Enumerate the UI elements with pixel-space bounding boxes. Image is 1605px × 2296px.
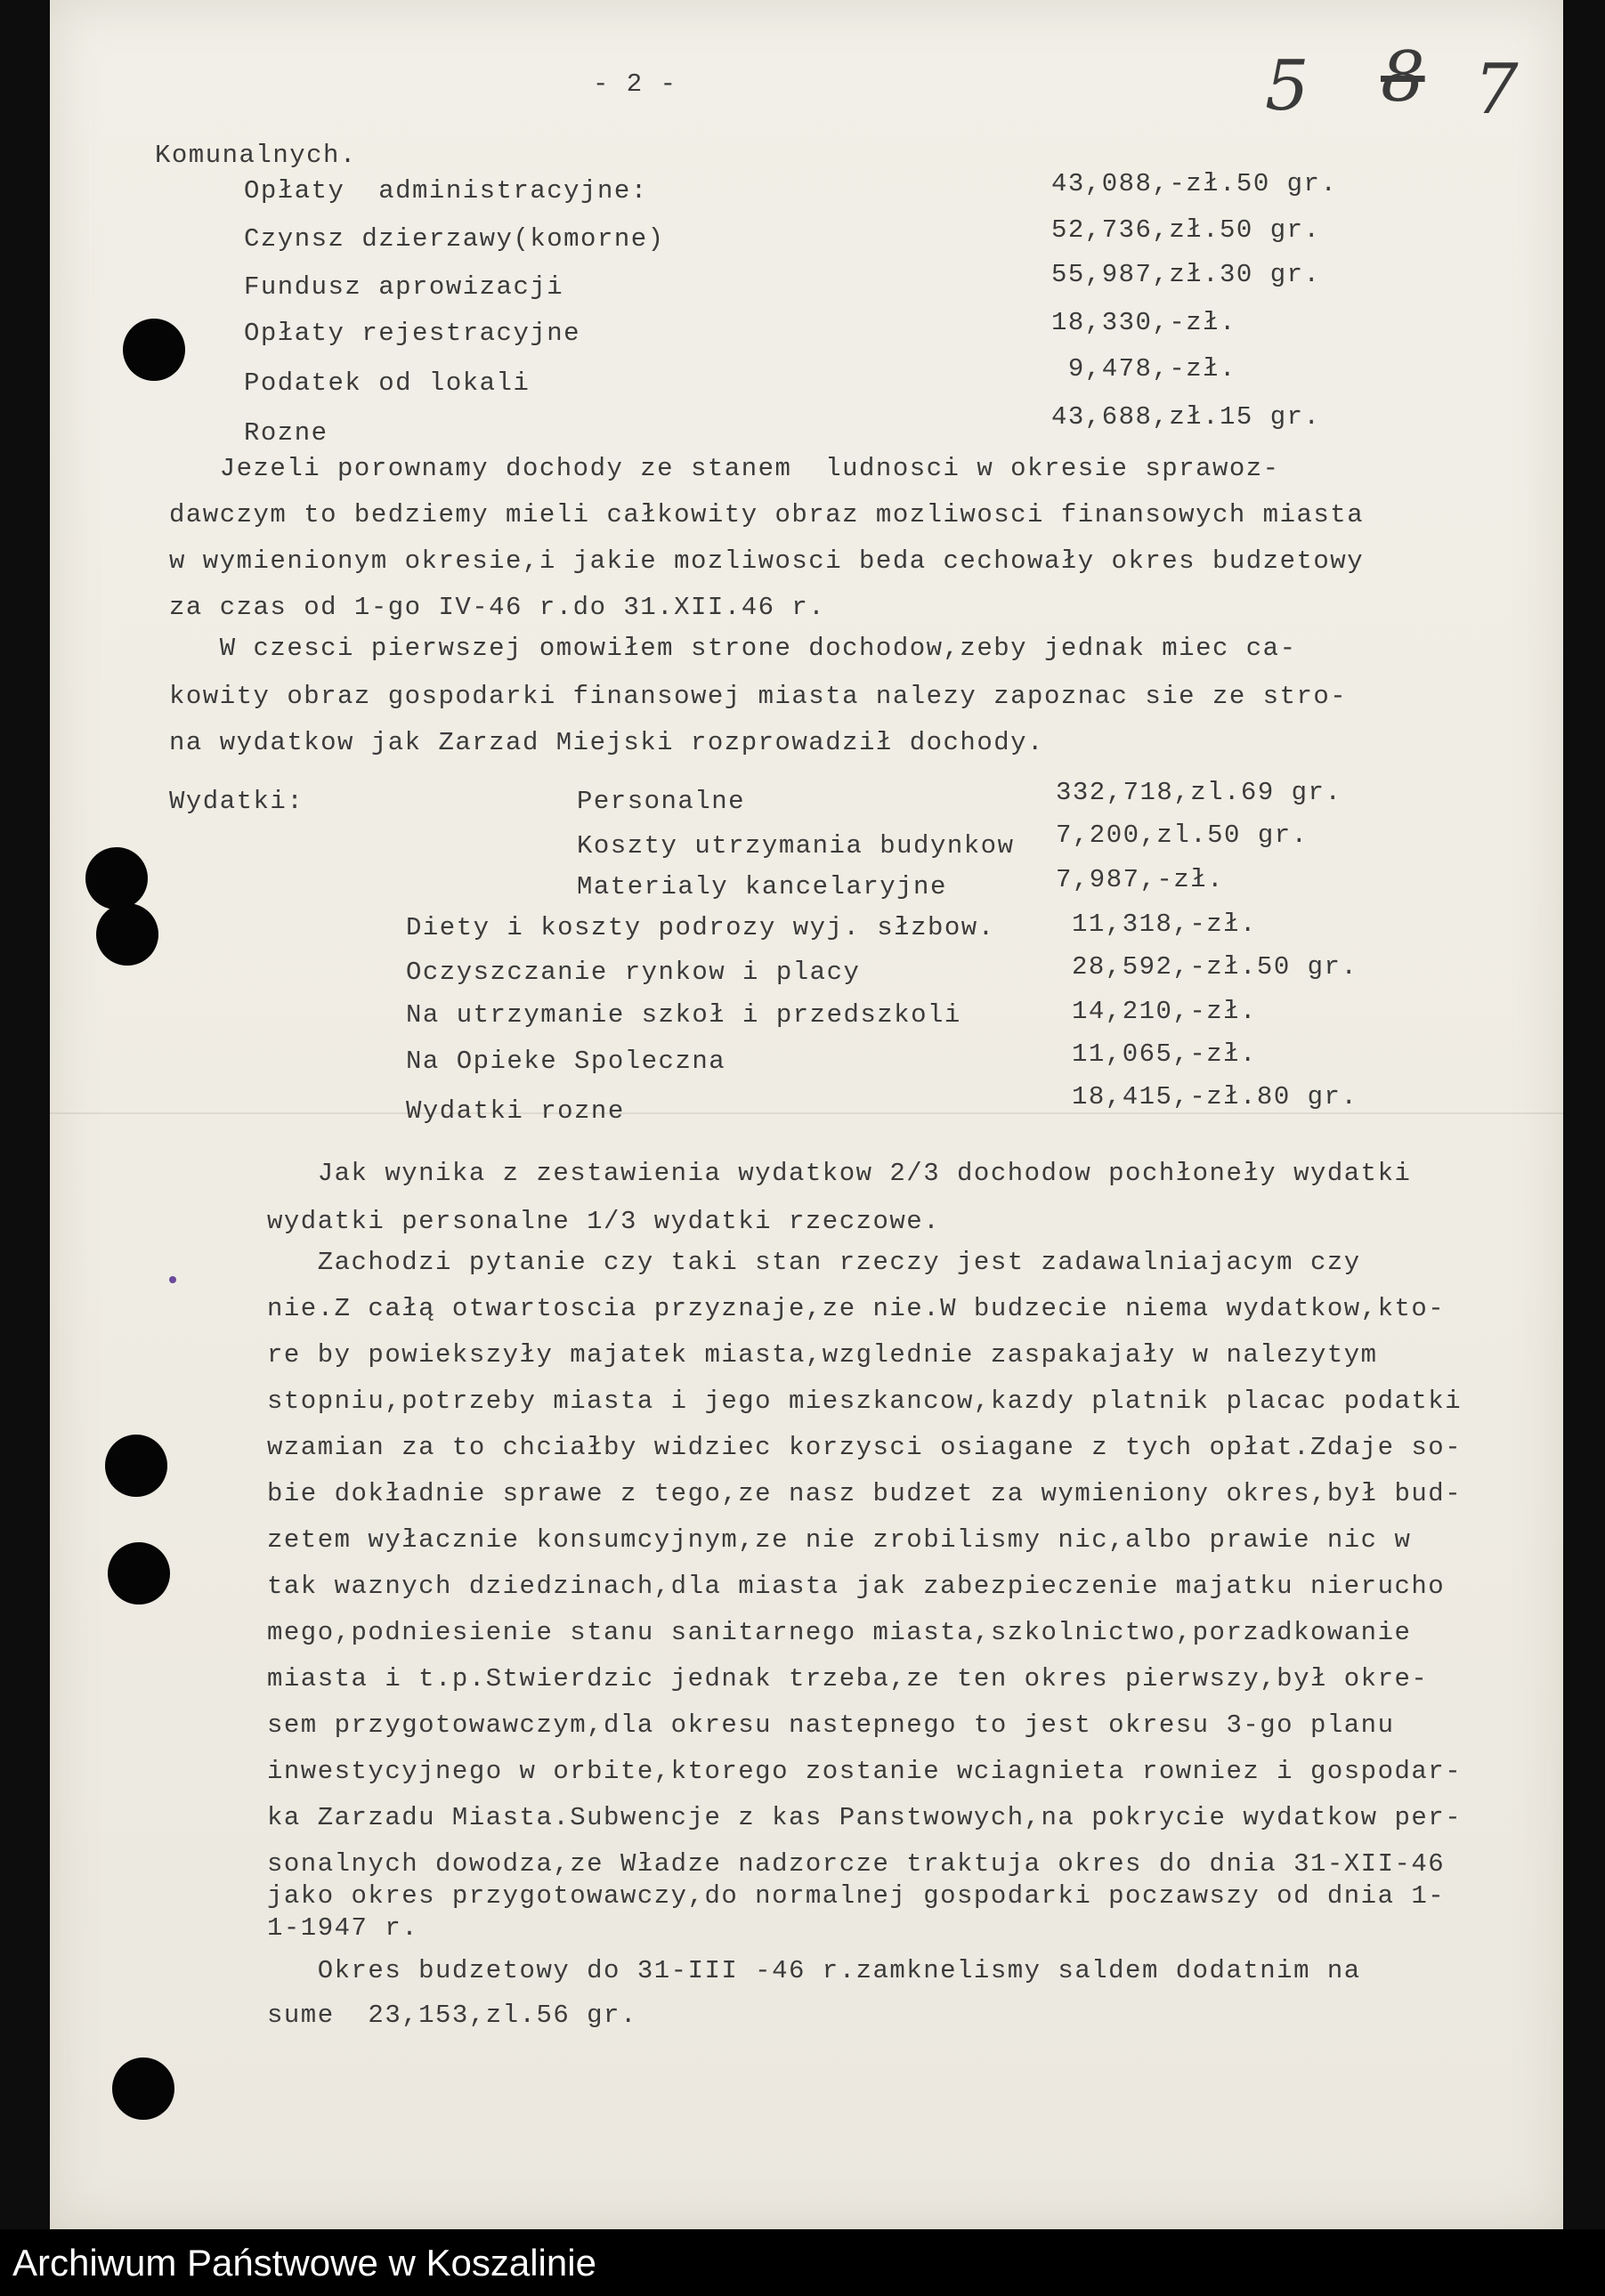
income-item-label: Czynsz dzierzawy(komorne) bbox=[244, 224, 665, 254]
expense-item-amount: 18,415,-zł.80 gr. bbox=[1072, 1082, 1358, 1112]
expense-item-amount: 332,718,zl.69 gr. bbox=[1056, 778, 1342, 807]
paragraph-line: sume 23,153,zl.56 gr. bbox=[267, 2001, 637, 2030]
punch-hole bbox=[123, 319, 185, 381]
paragraph-line: W czesci pierwszej omowiłem strone dochodow,zeby jednak miec ca- bbox=[169, 634, 1297, 663]
income-item-label: Fundusz aprowizacji bbox=[244, 272, 564, 302]
paragraph-line: na wydatkow jak Zarzad Miejski rozprowadził dochody. bbox=[169, 728, 1044, 757]
paragraph-line: stopniu,potrzeby miasta i jego mieszkancow,kazdy platnik placac podatki bbox=[267, 1386, 1463, 1416]
folio-number: 5 bbox=[1265, 46, 1309, 126]
paragraph-line: Okres budzetowy do 31-III -46 r.zamknelismy saldem dodatnim na bbox=[267, 1956, 1361, 1985]
expense-item-amount: 11,318,-zł. bbox=[1072, 910, 1257, 939]
folio-number-crossed: 8 bbox=[1381, 37, 1425, 117]
paragraph-line: re by powiekszyły majatek miasta,wzglednie zaspakajały w nalezytym bbox=[267, 1340, 1378, 1370]
paragraph-line: wzamian za to chciałby widziec korzysci osiagane z tych opłat.Zdaje so- bbox=[267, 1433, 1463, 1462]
income-item-amount: 9,478,-zł. bbox=[1051, 354, 1236, 384]
income-item-amount: 55,987,zł.30 gr. bbox=[1051, 260, 1321, 289]
punch-hole bbox=[112, 2058, 174, 2120]
expense-item-amount: 7,200,zl.50 gr. bbox=[1056, 821, 1309, 850]
paragraph-line: ka Zarzadu Miasta.Subwencje z kas Panstwowych,na pokrycie wydatkow per- bbox=[267, 1803, 1463, 1832]
document-page bbox=[50, 0, 1563, 2229]
paragraph-line: w wymienionym okresie,i jakie mozliwosci beda cechowały okres budzetowy bbox=[169, 546, 1365, 576]
punch-hole bbox=[85, 847, 148, 910]
paragraph-line: miasta i t.p.Stwierdzic jednak trzeba,ze ten okres pierwszy,był okre- bbox=[267, 1664, 1429, 1694]
expense-item-amount: 11,065,-zł. bbox=[1072, 1039, 1257, 1069]
punch-hole bbox=[108, 1542, 170, 1605]
income-item-amount: 43,688,zł.15 gr. bbox=[1051, 402, 1321, 432]
archive-footer bbox=[0, 2229, 1605, 2296]
paragraph-line: jako okres przygotowawczy,do normalnej gospodarki poczawszy od dnia 1- bbox=[267, 1881, 1446, 1911]
paragraph-line: Zachodzi pytanie czy taki stan rzeczy jest zadawalniajacym czy bbox=[267, 1248, 1361, 1277]
paragraph-line: bie dokładnie sprawe z tego,ze nasz budzet za wymieniony okres,był bud- bbox=[267, 1479, 1463, 1508]
paragraph-line: zetem wyłacznie konsumcyjnym,ze nie zrobilismy nic,albo prawie nic w bbox=[267, 1525, 1412, 1555]
income-item-label: Podatek od lokali bbox=[244, 368, 531, 398]
expense-item-label: Personalne bbox=[577, 787, 746, 816]
paragraph-line: za czas od 1-go IV-46 r.do 31.XII.46 r. bbox=[169, 593, 826, 622]
income-item-label: Rozne bbox=[244, 418, 328, 448]
paragraph-line: dawczym to bedziemy mieli całkowity obraz mozliwosci finansowych miasta bbox=[169, 500, 1365, 530]
paragraph-line: inwestycyjnego w orbite,ktorego zostanie wciagnieta rowniez i gospodar- bbox=[267, 1757, 1463, 1786]
expense-item-label: Na utrzymanie szkoł i przedszkoli bbox=[406, 1000, 961, 1030]
income-item-amount: 52,736,zł.50 gr. bbox=[1051, 215, 1321, 245]
ink-dot bbox=[169, 1276, 176, 1283]
page-number: - 2 - bbox=[593, 69, 677, 99]
expense-item-label: Na Opieke Spoleczna bbox=[406, 1047, 726, 1076]
expense-item-label: Diety i koszty podrozy wyj. słzbow. bbox=[406, 913, 995, 942]
paper-fold bbox=[50, 1112, 1563, 1114]
income-item-label: Opłaty rejestracyjne bbox=[244, 319, 581, 348]
expense-item-label: Wydatki rozne bbox=[406, 1096, 625, 1126]
expense-item-label: Oczyszczanie rynkow i placy bbox=[406, 958, 861, 987]
archive-name: Archiwum Państwowe w Koszalinie bbox=[12, 2242, 596, 2284]
expense-item-amount: 14,210,-zł. bbox=[1072, 997, 1257, 1026]
income-item-label: Opłaty administracyjne: bbox=[244, 176, 648, 206]
paragraph-line: 1-1947 r. bbox=[267, 1913, 419, 1943]
paragraph-line: Jak wynika z zestawienia wydatkow 2/3 dochodow pochłoneły wydatki bbox=[267, 1159, 1412, 1188]
expense-item-amount: 7,987,-zł. bbox=[1056, 865, 1225, 894]
punch-hole bbox=[105, 1435, 167, 1497]
paragraph-line: sonalnych dowodza,ze Władze nadzorcze traktuja okres do dnia 31-XII-46 bbox=[267, 1849, 1446, 1879]
paragraph-line: nie.Z całą otwartoscia przyznaje,ze nie.W budzecie niema wydatkow,kto- bbox=[267, 1294, 1446, 1323]
expense-item-label: Koszty utrzymania budynkow bbox=[577, 831, 1015, 861]
paragraph-line: wydatki personalne 1/3 wydatki rzeczowe. bbox=[267, 1207, 941, 1236]
paragraph-line: mego,podniesienie stanu sanitarnego miasta,szkolnictwo,porzadkowanie bbox=[267, 1618, 1412, 1647]
folio-number: 7 bbox=[1474, 50, 1519, 130]
income-item-amount: 43,088,-zł.50 gr. bbox=[1051, 169, 1338, 198]
income-item-amount: 18,330,-zł. bbox=[1051, 308, 1236, 337]
expense-item-label: Materialy kancelaryjne bbox=[577, 872, 947, 901]
paragraph-line: Jezeli porownamy dochody ze stanem ludnosci w okresie sprawoz- bbox=[169, 454, 1280, 483]
punch-hole bbox=[96, 903, 158, 966]
paragraph-line: sem przygotowawczym,dla okresu nastepnego to jest okresu 3-go planu bbox=[267, 1710, 1395, 1740]
income-heading: Komunalnych. bbox=[155, 141, 357, 170]
paragraph-line: tak waznych dziedzinach,dla miasta jak zabezpieczenie majatku nierucho bbox=[267, 1572, 1446, 1601]
expense-item-amount: 28,592,-zł.50 gr. bbox=[1072, 952, 1358, 982]
paragraph-line: kowity obraz gospodarki finansowej miasta nalezy zapoznac sie ze stro- bbox=[169, 682, 1348, 711]
expenses-label: Wydatki: bbox=[169, 787, 304, 816]
